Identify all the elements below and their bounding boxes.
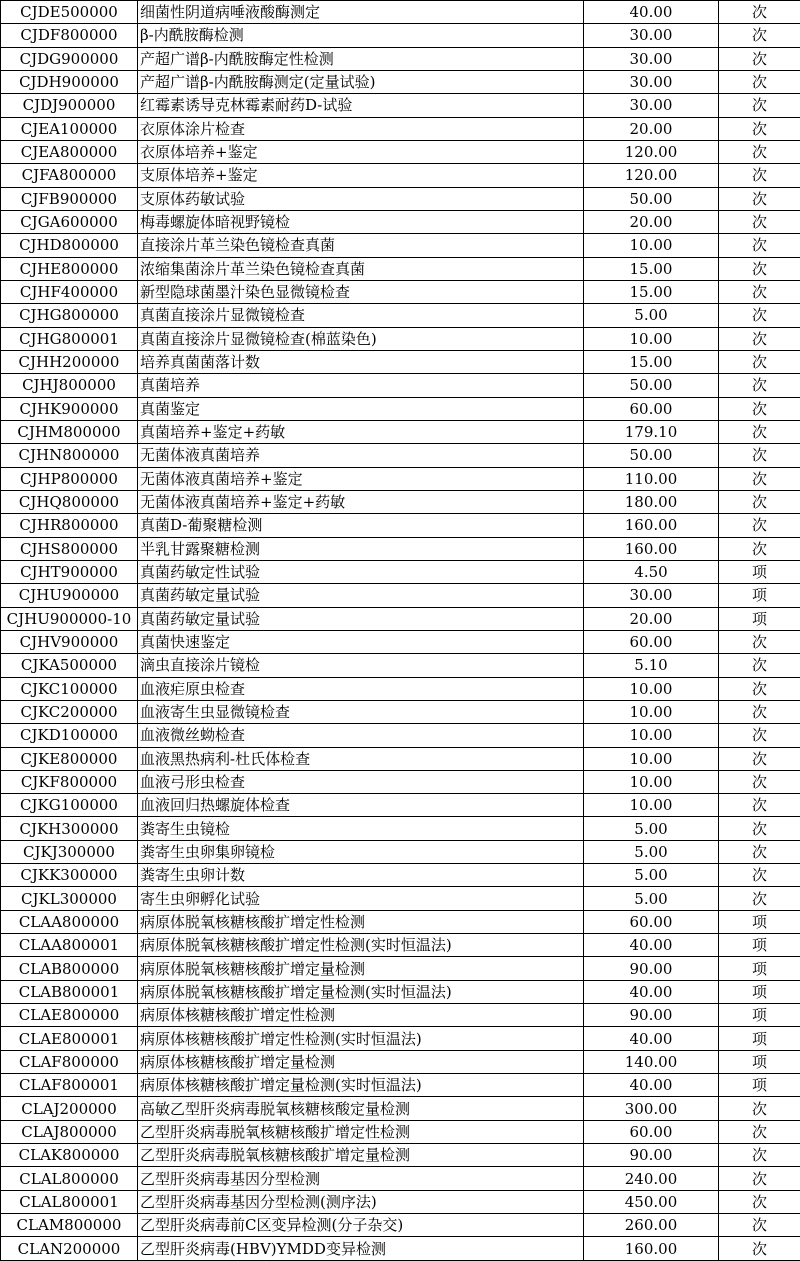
item-code-cell: CJHG800000	[1, 304, 138, 327]
item-name-cell: 血液回归热螺旋体检查	[138, 794, 584, 817]
table-row	[1, 654, 800, 677]
table-row	[1, 304, 800, 327]
item-name-cell: 真菌直接涂片显微镜检查	[138, 304, 584, 327]
item-code-cell: CJDG900000	[1, 47, 138, 70]
item-price-cell: 60.00	[584, 1120, 719, 1143]
table-row	[1, 374, 800, 397]
item-code-cell: CJKG100000	[1, 794, 138, 817]
table-row	[1, 234, 800, 257]
item-code-cell: CLAL800001	[1, 1190, 138, 1213]
table-row	[1, 1144, 800, 1167]
item-price-cell: 160.00	[584, 537, 719, 560]
item-price-cell: 10.00	[584, 747, 719, 770]
item-code-cell: CJHU900000-10	[1, 607, 138, 630]
table-row	[1, 840, 800, 863]
item-unit-cell: 次	[719, 257, 800, 280]
item-unit-cell: 次	[719, 164, 800, 187]
item-code-cell: CJHH200000	[1, 350, 138, 373]
item-name-cell: 高敏乙型肝炎病毒脱氧核糖核酸定量检测	[138, 1097, 584, 1120]
item-name-cell: 产超广谱β-内酰胺酶测定(定量试验)	[138, 70, 584, 93]
item-price-cell: 20.00	[584, 117, 719, 140]
item-code-cell: CJKE800000	[1, 747, 138, 770]
item-price-cell: 60.00	[584, 630, 719, 653]
item-code-cell: CJDH900000	[1, 70, 138, 93]
item-name-cell: 浓缩集菌涂片革兰染色镜检查真菌	[138, 257, 584, 280]
item-price-cell: 5.00	[584, 887, 719, 910]
table-row	[1, 747, 800, 770]
item-code-cell: CJKK300000	[1, 864, 138, 887]
item-price-cell: 260.00	[584, 1214, 719, 1237]
item-price-cell: 240.00	[584, 1167, 719, 1190]
item-unit-cell: 项	[719, 1027, 800, 1050]
item-price-cell: 60.00	[584, 910, 719, 933]
item-price-cell: 15.00	[584, 257, 719, 280]
item-unit-cell: 次	[719, 1, 800, 24]
item-unit-cell: 项	[719, 560, 800, 583]
table-row	[1, 187, 800, 210]
item-unit-cell: 次	[719, 1167, 800, 1190]
item-price-cell: 5.00	[584, 304, 719, 327]
table-row	[1, 1120, 800, 1143]
item-unit-cell: 次	[719, 94, 800, 117]
item-price-cell: 180.00	[584, 490, 719, 513]
item-code-cell: CJHG800001	[1, 327, 138, 350]
item-unit-cell: 次	[719, 234, 800, 257]
item-unit-cell: 次	[719, 140, 800, 163]
item-price-cell: 160.00	[584, 514, 719, 537]
item-price-cell: 30.00	[584, 584, 719, 607]
item-price-cell: 20.00	[584, 607, 719, 630]
table-row	[1, 677, 800, 700]
item-name-cell: 粪寄生虫卵集卵镜检	[138, 840, 584, 863]
item-code-cell: CJHU900000	[1, 584, 138, 607]
item-code-cell: CJKA500000	[1, 654, 138, 677]
item-unit-cell: 次	[719, 700, 800, 723]
item-code-cell: CLAL800000	[1, 1167, 138, 1190]
item-code-cell: CJHF400000	[1, 280, 138, 303]
table-row	[1, 327, 800, 350]
table-row	[1, 584, 800, 607]
table-row	[1, 910, 800, 933]
item-unit-cell: 项	[719, 1004, 800, 1027]
item-unit-cell: 次	[719, 514, 800, 537]
item-price-cell: 10.00	[584, 724, 719, 747]
item-unit-cell: 次	[719, 747, 800, 770]
item-code-cell: CJHE800000	[1, 257, 138, 280]
item-code-cell: CJKC200000	[1, 700, 138, 723]
item-name-cell: 真菌药敏定性试验	[138, 560, 584, 583]
item-code-cell: CJHP800000	[1, 467, 138, 490]
table-row	[1, 1027, 800, 1050]
table-row	[1, 1074, 800, 1097]
item-price-cell: 450.00	[584, 1190, 719, 1213]
item-name-cell: 病原体核糖核酸扩增定性检测	[138, 1004, 584, 1027]
item-unit-cell: 项	[719, 934, 800, 957]
item-price-cell: 140.00	[584, 1050, 719, 1073]
item-name-cell: 直接涂片革兰染色镜检查真菌	[138, 234, 584, 257]
item-code-cell: CLAB800000	[1, 957, 138, 980]
table-row	[1, 537, 800, 560]
item-unit-cell: 次	[719, 47, 800, 70]
item-name-cell: 真菌快速鉴定	[138, 630, 584, 653]
table-row	[1, 700, 800, 723]
item-price-cell: 40.00	[584, 1, 719, 24]
item-code-cell: CLAM800000	[1, 1214, 138, 1237]
table-row	[1, 140, 800, 163]
item-code-cell: CJHT900000	[1, 560, 138, 583]
item-code-cell: CLAB800001	[1, 980, 138, 1003]
item-unit-cell: 次	[719, 210, 800, 233]
table-row	[1, 1237, 800, 1260]
item-name-cell: 粪寄生虫卵计数	[138, 864, 584, 887]
item-code-cell: CJHR800000	[1, 514, 138, 537]
item-price-cell: 5.10	[584, 654, 719, 677]
item-price-cell: 90.00	[584, 1144, 719, 1167]
item-code-cell: CJKD100000	[1, 724, 138, 747]
table-row	[1, 817, 800, 840]
item-code-cell: CJFB900000	[1, 187, 138, 210]
item-code-cell: CJGA600000	[1, 210, 138, 233]
item-unit-cell: 次	[719, 327, 800, 350]
item-code-cell: CJHJ800000	[1, 374, 138, 397]
item-code-cell: CLAF800000	[1, 1050, 138, 1073]
item-code-cell: CLAK800000	[1, 1144, 138, 1167]
item-unit-cell: 次	[719, 654, 800, 677]
item-price-cell: 10.00	[584, 794, 719, 817]
item-name-cell: 半乳甘露聚糖检测	[138, 537, 584, 560]
table-row	[1, 1167, 800, 1190]
item-price-cell: 15.00	[584, 350, 719, 373]
item-code-cell: CLAA800001	[1, 934, 138, 957]
item-unit-cell: 次	[719, 24, 800, 47]
item-code-cell: CLAE800000	[1, 1004, 138, 1027]
item-name-cell: 粪寄生虫镜检	[138, 817, 584, 840]
item-name-cell: 真菌药敏定量试验	[138, 584, 584, 607]
item-unit-cell: 次	[719, 887, 800, 910]
item-code-cell: CJEA100000	[1, 117, 138, 140]
table-row	[1, 1004, 800, 1027]
item-unit-cell: 项	[719, 910, 800, 933]
item-code-cell: CJKF800000	[1, 770, 138, 793]
item-name-cell: 寄生虫卵孵化试验	[138, 887, 584, 910]
item-code-cell: CJDF800000	[1, 24, 138, 47]
item-name-cell: 乙型肝炎病毒基因分型检测	[138, 1167, 584, 1190]
table-row	[1, 1050, 800, 1073]
item-price-cell: 10.00	[584, 327, 719, 350]
table-row	[1, 47, 800, 70]
item-price-cell: 10.00	[584, 234, 719, 257]
item-unit-cell: 次	[719, 724, 800, 747]
item-name-cell: 真菌培养+鉴定+药敏	[138, 420, 584, 443]
item-unit-cell: 次	[719, 397, 800, 420]
item-unit-cell: 项	[719, 1074, 800, 1097]
table-row	[1, 560, 800, 583]
item-price-cell: 50.00	[584, 187, 719, 210]
item-name-cell: 真菌药敏定量试验	[138, 607, 584, 630]
item-unit-cell: 项	[719, 607, 800, 630]
table-row	[1, 794, 800, 817]
item-unit-cell: 次	[719, 444, 800, 467]
item-unit-cell: 次	[719, 350, 800, 373]
item-unit-cell: 次	[719, 467, 800, 490]
item-unit-cell: 项	[719, 1050, 800, 1073]
table-row	[1, 514, 800, 537]
item-unit-cell: 次	[719, 537, 800, 560]
table-row	[1, 444, 800, 467]
table-row	[1, 117, 800, 140]
item-name-cell: 真菌鉴定	[138, 397, 584, 420]
item-code-cell: CJDJ900000	[1, 94, 138, 117]
table-row	[1, 210, 800, 233]
table-row	[1, 397, 800, 420]
table-row	[1, 887, 800, 910]
item-name-cell: 真菌培养	[138, 374, 584, 397]
table-row	[1, 490, 800, 513]
item-code-cell: CJHS800000	[1, 537, 138, 560]
item-name-cell: 病原体核糖核酸扩增定量检测	[138, 1050, 584, 1073]
item-price-cell: 30.00	[584, 70, 719, 93]
item-price-cell: 20.00	[584, 210, 719, 233]
item-code-cell: CLAE800001	[1, 1027, 138, 1050]
item-unit-cell: 次	[719, 1190, 800, 1213]
item-name-cell: 乙型肝炎病毒(HBV)YMDD变异检测	[138, 1237, 584, 1260]
item-code-cell: CJFA800000	[1, 164, 138, 187]
item-price-cell: 179.10	[584, 420, 719, 443]
item-price-cell: 4.50	[584, 560, 719, 583]
item-name-cell: 真菌D-葡聚糖检测	[138, 514, 584, 537]
item-unit-cell: 项	[719, 957, 800, 980]
item-unit-cell: 次	[719, 304, 800, 327]
item-code-cell: CJKL300000	[1, 887, 138, 910]
item-unit-cell: 次	[719, 794, 800, 817]
item-unit-cell: 次	[719, 1144, 800, 1167]
table-row	[1, 1190, 800, 1213]
item-name-cell: 无菌体液真菌培养+鉴定+药敏	[138, 490, 584, 513]
table-row	[1, 1, 800, 24]
item-name-cell: 细菌性阴道病唾液酸酶测定	[138, 1, 584, 24]
item-unit-cell: 次	[719, 117, 800, 140]
item-name-cell: 乙型肝炎病毒基因分型检测(测序法)	[138, 1190, 584, 1213]
table-row	[1, 1097, 800, 1120]
item-code-cell: CJHN800000	[1, 444, 138, 467]
item-price-cell: 30.00	[584, 47, 719, 70]
item-name-cell: 病原体脱氧核糖核酸扩增定性检测	[138, 910, 584, 933]
item-code-cell: CJEA800000	[1, 140, 138, 163]
item-unit-cell: 次	[719, 1097, 800, 1120]
item-price-cell: 160.00	[584, 1237, 719, 1260]
item-price-cell: 40.00	[584, 1027, 719, 1050]
item-code-cell: CJDE500000	[1, 1, 138, 24]
item-name-cell: 病原体核糖核酸扩增定性检测(实时恒温法)	[138, 1027, 584, 1050]
item-unit-cell: 次	[719, 864, 800, 887]
item-price-cell: 5.00	[584, 840, 719, 863]
item-unit-cell: 次	[719, 1237, 800, 1260]
item-price-cell: 120.00	[584, 164, 719, 187]
item-unit-cell: 次	[719, 490, 800, 513]
item-price-cell: 40.00	[584, 1074, 719, 1097]
item-name-cell: 产超广谱β-内酰胺酶定性检测	[138, 47, 584, 70]
item-name-cell: 衣原体培养+鉴定	[138, 140, 584, 163]
item-price-cell: 50.00	[584, 444, 719, 467]
item-code-cell: CLAF800001	[1, 1074, 138, 1097]
item-name-cell: 乙型肝炎病毒前C区变异检测(分子杂交)	[138, 1214, 584, 1237]
table-row	[1, 350, 800, 373]
table-row	[1, 24, 800, 47]
item-name-cell: 无菌体液真菌培养+鉴定	[138, 467, 584, 490]
item-unit-cell: 次	[719, 70, 800, 93]
item-name-cell: 乙型肝炎病毒脱氧核糖核酸扩增定量检测	[138, 1144, 584, 1167]
item-name-cell: 滴虫直接涂片镜检	[138, 654, 584, 677]
table-row	[1, 467, 800, 490]
item-name-cell: 血液疟原虫检查	[138, 677, 584, 700]
price-table-body	[1, 1, 800, 1261]
table-row	[1, 70, 800, 93]
item-name-cell: 支原体药敏试验	[138, 187, 584, 210]
item-price-cell: 50.00	[584, 374, 719, 397]
item-name-cell: 真菌直接涂片显微镜检查(棉蓝染色)	[138, 327, 584, 350]
table-row	[1, 864, 800, 887]
item-price-cell: 30.00	[584, 24, 719, 47]
table-row	[1, 770, 800, 793]
item-name-cell: 血液微丝蚴检查	[138, 724, 584, 747]
item-price-cell: 40.00	[584, 980, 719, 1003]
table-row	[1, 164, 800, 187]
item-unit-cell: 次	[719, 420, 800, 443]
item-price-cell: 40.00	[584, 934, 719, 957]
item-unit-cell: 次	[719, 770, 800, 793]
item-price-cell: 30.00	[584, 94, 719, 117]
item-unit-cell: 项	[719, 584, 800, 607]
item-unit-cell: 次	[719, 840, 800, 863]
item-name-cell: 无菌体液真菌培养	[138, 444, 584, 467]
item-name-cell: 梅毒螺旋体暗视野镜检	[138, 210, 584, 233]
item-name-cell: 病原体脱氧核糖核酸扩增定量检测	[138, 957, 584, 980]
item-price-cell: 5.00	[584, 817, 719, 840]
item-name-cell: 血液黑热病利-杜氏体检查	[138, 747, 584, 770]
item-code-cell: CJHQ800000	[1, 490, 138, 513]
item-name-cell: 血液弓形虫检查	[138, 770, 584, 793]
item-unit-cell: 次	[719, 817, 800, 840]
item-name-cell: 血液寄生虫显微镜检查	[138, 700, 584, 723]
item-code-cell: CLAJ800000	[1, 1120, 138, 1143]
item-code-cell: CJKJ300000	[1, 840, 138, 863]
table-row	[1, 1214, 800, 1237]
item-price-cell: 10.00	[584, 700, 719, 723]
item-price-cell: 120.00	[584, 140, 719, 163]
item-code-cell: CJHV900000	[1, 630, 138, 653]
item-price-cell: 10.00	[584, 677, 719, 700]
item-code-cell: CJHM800000	[1, 420, 138, 443]
item-price-cell: 60.00	[584, 397, 719, 420]
item-unit-cell: 次	[719, 1120, 800, 1143]
table-row	[1, 630, 800, 653]
table-row	[1, 957, 800, 980]
item-name-cell: 衣原体涂片检查	[138, 117, 584, 140]
item-unit-cell: 项	[719, 980, 800, 1003]
item-code-cell: CJKH300000	[1, 817, 138, 840]
table-row	[1, 280, 800, 303]
item-price-cell: 15.00	[584, 280, 719, 303]
item-code-cell: CLAN200000	[1, 1237, 138, 1260]
item-name-cell: 培养真菌菌落计数	[138, 350, 584, 373]
item-name-cell: 病原体脱氧核糖核酸扩增定性检测(实时恒温法)	[138, 934, 584, 957]
item-price-cell: 110.00	[584, 467, 719, 490]
item-price-cell: 90.00	[584, 1004, 719, 1027]
item-unit-cell: 次	[719, 280, 800, 303]
item-name-cell: β-内酰胺酶检测	[138, 24, 584, 47]
item-code-cell: CLAA800000	[1, 910, 138, 933]
table-row	[1, 724, 800, 747]
item-name-cell: 新型隐球菌墨汁染色显微镜检查	[138, 280, 584, 303]
item-unit-cell: 次	[719, 677, 800, 700]
table-row	[1, 980, 800, 1003]
item-unit-cell: 次	[719, 630, 800, 653]
item-price-cell: 5.00	[584, 864, 719, 887]
item-price-cell: 90.00	[584, 957, 719, 980]
item-unit-cell: 次	[719, 374, 800, 397]
item-unit-cell: 次	[719, 1214, 800, 1237]
item-code-cell: CJKC100000	[1, 677, 138, 700]
item-name-cell: 支原体培养+鉴定	[138, 164, 584, 187]
item-code-cell: CJHD800000	[1, 234, 138, 257]
item-price-cell: 300.00	[584, 1097, 719, 1120]
item-name-cell: 乙型肝炎病毒脱氧核糖核酸扩增定性检测	[138, 1120, 584, 1143]
table-row	[1, 934, 800, 957]
table-row	[1, 607, 800, 630]
item-name-cell: 病原体脱氧核糖核酸扩增定量检测(实时恒温法)	[138, 980, 584, 1003]
item-name-cell: 红霉素诱导克林霉素耐药D-试验	[138, 94, 584, 117]
table-row	[1, 94, 800, 117]
table-row	[1, 420, 800, 443]
item-unit-cell: 次	[719, 187, 800, 210]
item-price-cell: 10.00	[584, 770, 719, 793]
item-name-cell: 病原体核糖核酸扩增定量检测(实时恒温法)	[138, 1074, 584, 1097]
item-code-cell: CLAJ200000	[1, 1097, 138, 1120]
table-row	[1, 257, 800, 280]
item-code-cell: CJHK900000	[1, 397, 138, 420]
